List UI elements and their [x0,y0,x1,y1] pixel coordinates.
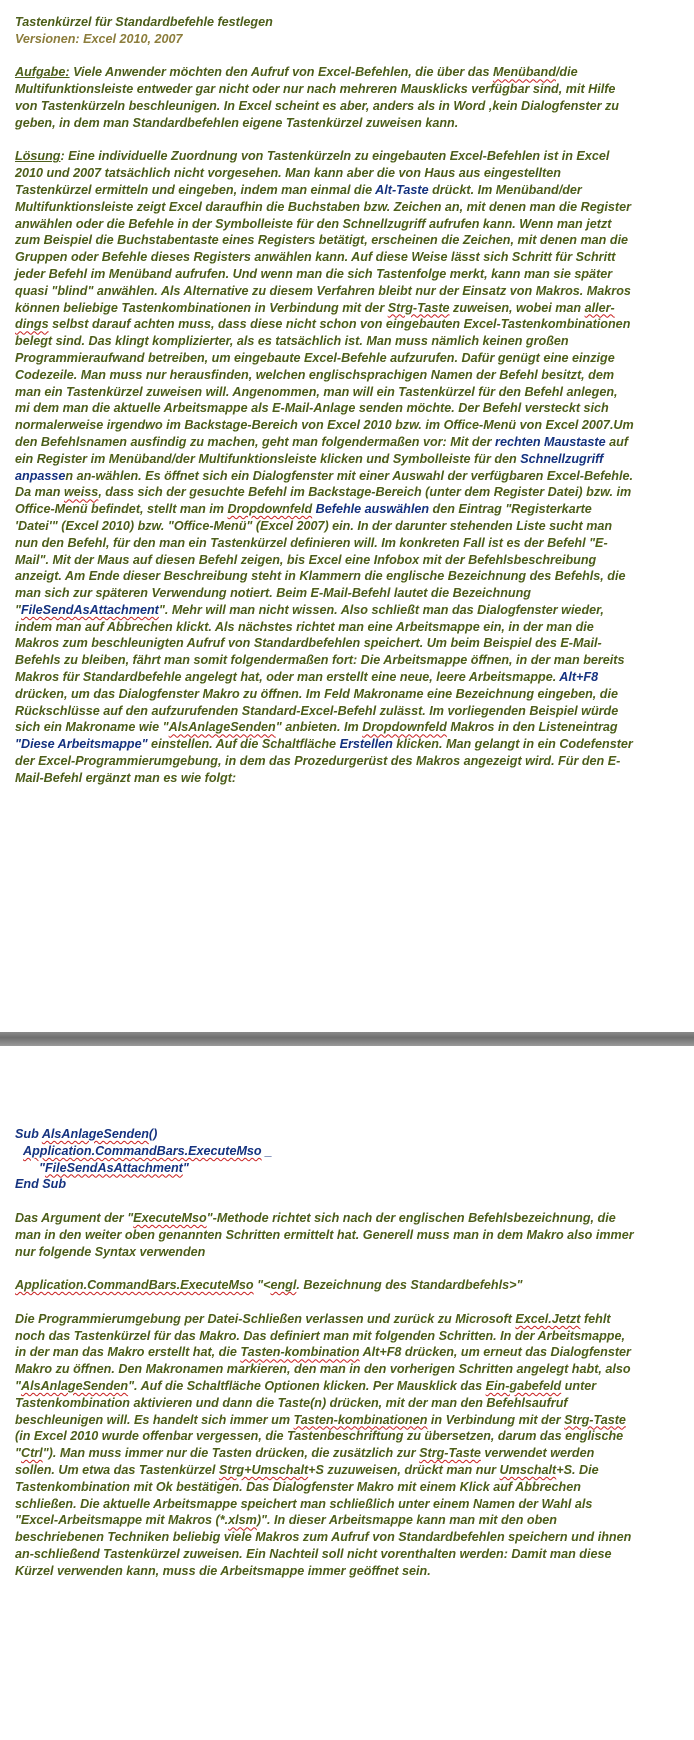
page-2-text [15,1126,635,1596]
aufgabe-paragraph: Aufgabe: Viele Anwender möchten den Aufruf von Excel-Befehlen, die über das Menüband/die Multifunktionsleiste entweder gar nicht oder nur nach mehreren Mausklicks verfügbar sind, mit Hilfe von Tastenkürzeln beschleunigen. In Excel scheint es aber, anders als in Word ,kein Dialogfenster zu geben, in dem man Standardbefehlen eigene Tastenkürzel zuweisen kann. [15,65,619,130]
argument-paragraph: Das Argument der "ExecuteMso"-Methode richtet sich nach der englischen Befehlsbezeichnung, die man in den weiter oben genannten Schritten ermittelt hat. Generell muss man in dem Makro also immer nur folgende Syntax verwenden [15,1210,634,1259]
page-1-text [15,14,635,803]
final-paragraph: Die Programmierumgebung per Datei-Schließen verlassen und zurück zu Microsoft Excel.Jetzt fehlt noch das Tastenkürzel für das Makro. Das definiert man mit folgenden Schritten. In der Arbeitsmappe, in der man das Makro erstellt hat, die Tasten-kombination Alt+F8 drücken, um erneut das Dialogfenster Makro zu öffnen. Den Makronamen markieren, den man in den vorherigen Schritten angelegt habt, also "AlsAnlageSenden". Auf die Schaltfläche Optionen klicken. Per Mausklick das Ein-gabefeld unter Tastenkombination aktivieren und dann die Taste(n) drücken, mit der man den Befehlsaufruf beschleunigen will. Es handelt sich immer um Tasten-kombinationen in Verbindung mit der Strg-Taste (in Excel 2010 wurde offenbar vergessen, die Tastenbeschriftung zu übersetzen, darum das englische "Ctrl"). Man muss immer nur die Tasten drücken, die zusätzlich zur Strg-Taste verwendet werden sollen. Um etwa das Tastenkürzel Strg+Umschalt+S zuzuweisen, drückt man nur Umschalt+S. Die Tastenkombination mit Ok bestätigen. Das Dialogfenster Makro mit einem Klick auf Abbrechen schließen. Die aktuelle Arbeitsmappe speichert man schließlich unter einem Namen der Wahl als "Excel-Arbeitsmappe mit Makros (*.xlsm)". In dieser Arbeitsmappe kann man mit den oben beschriebenen Techniken beliebig viele Makros zum Aufruf von Standardbefehlen speichern und ihnen an-schließend Tastenkürzel zuweisen. Ein Nachteil soll nicht vorenthalten werden: Damit man diese Kürzel verwenden kann, muss die Arbeitsmappe immer geöffnet sein. [15,1311,632,1578]
syntax-line: Application.CommandBars.ExecuteMso "<engl. Bezeichnung des Standardbefehls>" [15,1278,523,1293]
vba-code-block: Sub AlsAnlageSenden() Application.CommandBars.ExecuteMso _ "FileSendAsAttachment" End Sub [15,1127,273,1192]
document-title: Tastenkürzel für Standardbefehle festlegen [15,15,273,29]
page-separator [0,1032,694,1046]
document-versions: Versionen: Excel 2010, 2007 [15,31,183,46]
loesung-label: Lösung [15,149,61,164]
aufgabe-label: Aufgabe: [15,65,70,80]
document-page-2 [0,1046,694,1740]
loesung-paragraph: Lösung: Eine individuelle Zuordnung von Tastenkürzeln zu eingebauten Excel-Befehlen ist in Excel 2010 und 2007 tatsächlich nicht vorgesehen. Man kann aber die von Haus aus eingestellten Tastenkürzel ermitteln und eingeben, indem man einmal die Alt-Taste drückt. Im Menüband/der Multifunktionsleiste zeigt Excel daraufhin die Buchstaben bzw. Zeichen an, mit denen man die Register anwählen oder die Befehle in der Symbolleiste für den Schnellzugriff aufrufen kann. Wenn man jetzt zum Beispiel die Buchstabentaste eines Registers betätigt, erscheinen die Zeichen, mit denen man die Gruppen oder Befehle dieses Registers anwählen kann. Auf diese Weise lässt sich Schritt für Schritt jeder Befehl im Menüband aufrufen. Und wenn man die sich Tastenfolge merkt, kann man sie später quasi "blind" anwählen. Als Alternative zu diesem Verfahren bleibt nur der Einsatz von Makros. Makros können beliebige Tastenkombinationen in Verbindung mit der Strg-Taste zuweisen, wobei man aller-dings selbst darauf achten muss, dass diese nicht schon von eingebauten Excel-Tastenkombinationen belegt sind. Das klingt komplizierter, als es tatsächlich ist. Man muss nämlich keinen großen Programmieraufwand betreiben, um eingebaute Excel-Befehle aufzurufen. Dafür genügt eine einzige Codezeile. Man muss nur herausfinden, welchen englischsprachigen Namen der Befehl besitzt, dem man ein Tastenkürzel zuweisen will. Angenommen, man will ein Tastenkürzel für den Befehl anlegen, mi dem man die aktuelle Arbeitsmappe als E-Mail-Anlage senden möchte. Der Befehl versteckt sich normalerweise irgendwo im Backstage-Bereich von Excel 2010 bzw. im Office-Menü von Excel 2007.Um den Befehlsnamen ausfindig zu machen, geht man folgendermaßen vor: Mit der rechten Maustaste auf ein Register im Menüband/der Multifunktionsleiste klicken und Symbolleiste für den Schnellzugriff anpassen an-wählen. Es öffnet sich ein Dialogfenster mit einer Auswahl der verfügbaren Excel-Befehle. Da man weiss, dass sich der gesuchte Befehl im Backstage-Bereich (unter dem Register Datei) bzw. im Office-Menü befindet, stellt man im Dropdownfeld Befehle auswählen den Eintrag "Registerkarte 'Datei'" (Excel 2010) bzw. "Office-Menü" (Excel 2007) ein. In der darunter stehenden Liste sucht man nun den Befehl, für den man ein Tastenkürzel definieren will. Im konkreten Fall ist es der Befehl "E-Mail". Mit der Maus auf diesen Befehl zeigen, bis Excel eine Infobox mit der Befehlsbeschreibung anzeigt. Am Ende dieser Beschreibung steht in Klammern die englische Bezeichnung des Befehls, die man sich zur späteren Verwendung notiert. Beim E-Mail-Befehl lautet die Bezeichnung "FileSendAsAttachment". Mehr will man nicht wissen. Also schließt man das Dialogfenster wieder, indem man auf Abbrechen klickt. Als nächstes richtet man eine Arbeitsmappe ein, in der man die Makros zum beschleunigten Aufruf von Standardbefehlen speichert. Um beim Beispiel des E-Mail-Befehls zu bleiben, fährt man somit folgendermaßen fort: Die Arbeitsmappe öffnen, in der man bereits Makros für Standardbefehle angelegt hat, oder man erstellt eine neue, leere Arbeitsmappe. Alt+F8 drücken, um das Dialogfenster Makro zu öffnen. Im Feld Makroname eine Bezeichnung eingeben, die Rückschlüsse auf den aufzurufenden Standard-Excel-Befehl zulässt. Im vorliegenden Beispiel würde sich ein Makroname wie "AlsAnlageSenden" anbieten. Im Dropdownfeld Makros in den Listeneintrag "Diese Arbeitsmappe" einstellen. Auf die Schaltfläche Erstellen klicken. Man gelangt in ein Codefenster der Excel-Programmierumgebung, in dem das Prozedurgerüst des Makros angezeigt wird. Für den E-Mail-Befehl ergänzt man es wie folgt: [15,149,634,785]
